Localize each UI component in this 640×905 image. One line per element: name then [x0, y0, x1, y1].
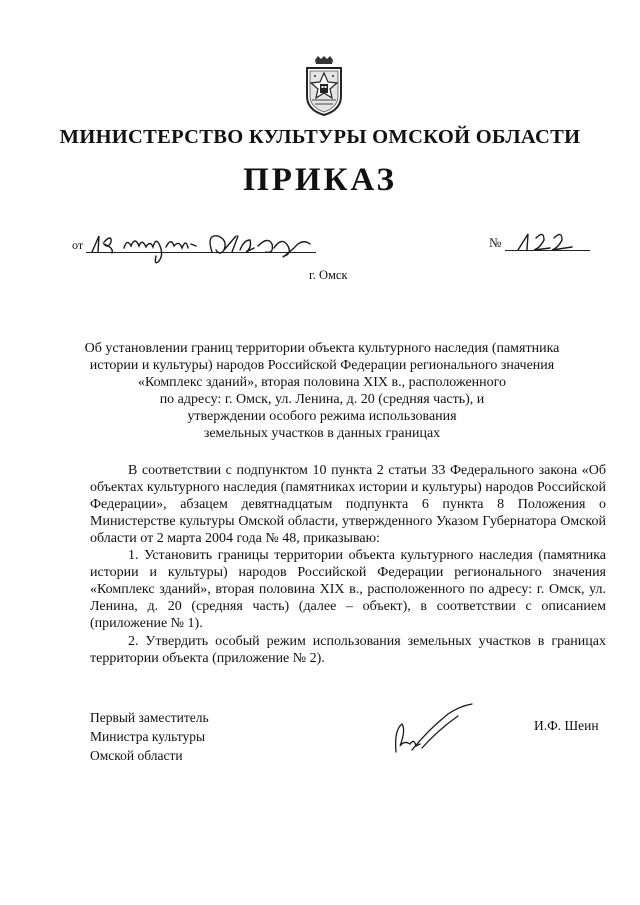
handwritten-number-icon [510, 228, 590, 254]
signer-position [90, 708, 310, 765]
document-type-title: ПРИКАЗ [243, 162, 397, 198]
city: г. Омск [309, 268, 348, 282]
handwritten-signature-icon [388, 700, 478, 762]
order-subject [80, 340, 564, 442]
signer-name: И.Ф. Шеин [534, 718, 599, 733]
signer-position-line: Первый заместитель [90, 710, 209, 725]
preamble-text: В соответствии с подпунктом 10 пункта 2 статьи 33 Федерального закона «Об объектах культурного наследия (памятниках истории и культуры) народов Российской Федерации», абзацем девятнадцатым подпункта 6 пункта 8 Положения о Министерстве культуры Омской области, утвержденного Указом Губернатора Омской области от 2 марта 2004 года № 48, приказываю: [90, 463, 606, 546]
date-prefix: от [72, 238, 84, 252]
ministry-title: МИНИСТЕРСТВО КУЛЬТУРЫ ОМСКОЙ ОБЛАСТИ [59, 126, 581, 148]
order-item-1-text: 1. Установить границы территории объекта культурного наследия (памятника истории и культуры) народов Российской Федерации регионального значения «Комплекс зданий», вторая половина XIX в., расположенного по адресу: г. Омск, ул. Ленина, д. 20 (средняя часть) (далее – объект), в соответствии с описанием (приложение № 1). [90, 548, 606, 631]
subject-line: истории и культуры) народов Российской Федерации регионального значения [89, 358, 555, 373]
signer-position-line: Министра культуры [90, 729, 206, 744]
omsk-coat-of-arms-icon [303, 56, 345, 116]
order-item-2-text: 2. Утвердить особый режим использования земельных участков в границах территории объекта (приложение № 2). [90, 634, 606, 666]
preamble-paragraph [90, 462, 606, 547]
number-prefix: № [489, 235, 502, 250]
subject-line: земельных участков в данных границах [203, 426, 441, 441]
order-item-1 [90, 547, 606, 632]
subject-line: по адресу: г. Омск, ул. Ленина, д. 20 (средняя часть), и [159, 392, 485, 407]
order-item-2 [90, 633, 606, 667]
handwritten-date-icon [84, 222, 324, 266]
subject-line: утверждении особого режима использования [187, 409, 457, 424]
subject-line: Об установлении границ территории объекта культурного наследия (памятника [84, 341, 560, 356]
subject-line: «Комплекс зданий», вторая половина XIX в., расположенного [137, 375, 507, 390]
signer-position-line: Омской области [90, 748, 183, 763]
